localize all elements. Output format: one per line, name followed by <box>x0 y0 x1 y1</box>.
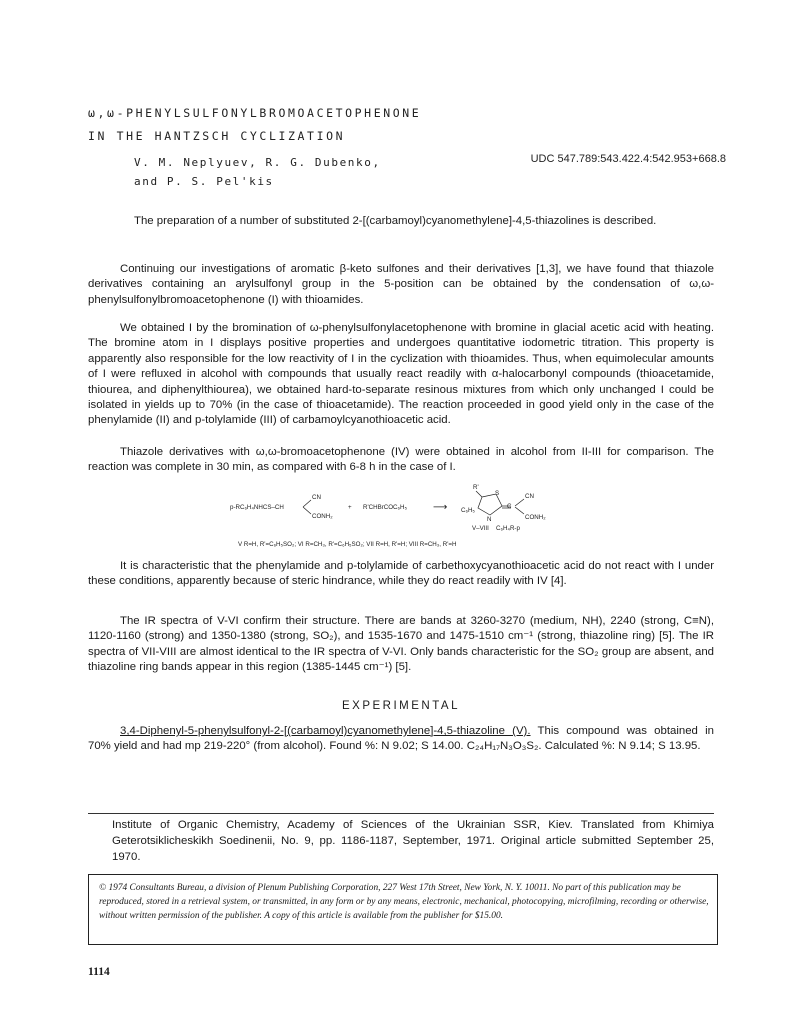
title-line-1: ω,ω-PHENYLSULFONYLBROMOACETOPHENONE <box>88 106 422 120</box>
copyright-text: © 1974 Consultants Bureau, a division of Plenum Publishing Corporation, 227 West 17th Street, New York, N. Y. 10011. No part of this publication may be reproduced, stored in a retrieval system, or transmitted, in any form or by any means, electronic, mechanical, photocopying, microfilming, recording or otherwise, without written permission of the publisher. A copy of this article is available from the publisher for $15.00. <box>99 883 709 921</box>
footnote-divider <box>88 813 714 814</box>
scheme-reactant-1-cn: CN <box>312 494 321 501</box>
scheme-plus: + <box>348 504 352 511</box>
paragraph-steric-text: It is characteristic that the phenylamide and p-tolylamide of carbethoxycyanothioacetic acid do not react with I under these conditions, apparently because of steric hindrance, while they do react readily with IV [4]. <box>88 560 714 588</box>
paragraph-bromination <box>88 321 714 429</box>
paragraph-comparison <box>88 445 714 476</box>
paragraph-experimental <box>88 724 714 755</box>
scheme-product-aryl: C₆H₄R-p <box>496 525 520 532</box>
title-line-2: IN THE HANTZSCH CYCLIZATION <box>88 129 346 143</box>
scheme-product-cn: CN <box>525 493 534 500</box>
scheme-product-r: R' <box>473 484 479 491</box>
udc-code: UDC 547.789:543.422.4:542.953+668.8 <box>530 153 726 165</box>
scheme-product-n: N <box>487 516 492 523</box>
author-list <box>134 153 494 191</box>
paragraph-comparison-text: Thiazole derivatives with ω,ω-bromoacetophenone (IV) were obtained in alcohol from II-III for comparison. The reaction was complete in 30 min, as compared with 6-8 h in the case of I. <box>88 446 714 474</box>
compound-name: 3,4-Diphenyl-5-phenylsulfonyl-2-[(carbamoyl)cyanomethylene]-4,5-thiazoline (V). <box>120 725 531 737</box>
copyright-notice <box>88 874 718 945</box>
scheme-reactant-2: R'CHBrCOC₆H₅ <box>363 504 407 511</box>
paragraph-intro <box>88 262 714 308</box>
experimental-text: This compound was obtained in 70% yield and had mp 219-220° (from alcohol). Found %: N 9.02; S 14.00. C₂₄H₁₇N₃O₃S₂. Calculated %: N 9.14; S 13.95. <box>88 725 714 753</box>
scheme-product-ph: C₆H₅ <box>461 507 475 514</box>
experimental-heading: EXPERIMENTAL <box>342 700 460 712</box>
scheme-product-s: S <box>495 490 500 497</box>
paragraph-bromination-text: We obtained I by the bromination of ω-phenylsulfonylacetophenone with bromine in glacial acetic acid with heating. The bromine atom in I displays positive properties and undergoes quantitative iodometric titration. This property is apparently also responsible for the low reactivity of I in the cyclization with thioamides. Thus, when equimolecular amounts of I were refluxed in alcohol with compounds that usually react readily with α-halocarbonyl compounds (thioacetamide, thiourea, and diphenylthiourea), we obtained hard-to-separate resinous mixtures from which only unchanged I could be isolated in yields up to 70% (in the case of thioacetamide). The reaction proceeded in good yield only in the case of the phenylamide (II) and p-tolylamide (III) of carbamoylcyanothioacetic acid. <box>88 322 714 427</box>
scheme-reactant-1-conh2: CONH₂ <box>312 513 333 520</box>
authors-line-2: and P. S. Pel'kis <box>134 175 274 188</box>
paragraph-ir-spectra <box>88 614 714 676</box>
affiliation-footnote: Institute of Organic Chemistry, Academy of Sciences of the Ukrainian SSR, Kiev. Translated from Khimiya Geterotsiklicheskikh Soedinenii, No. 9, pp. 1186-1187, September, 1971. Original article submitted September 25, 1970. <box>112 819 714 863</box>
paragraph-intro-text: Continuing our investigations of aromatic β-keto sulfones and their derivatives [1,3], we have found that thiazole derivatives containing an arylsulfonyl group in the 5-position can be obtained by the condensation of ω,ω-phenylsulfonylbromoacetophenone (I) with thioamides. <box>88 263 714 306</box>
paragraph-ir-spectra-text: The IR spectra of V-VI confirm their structure. There are bands at 3260-3270 (medium, NH), 2240 (strong, C≡N), 1120-1160 (strong) and 1350-1380 (strong, SO₂), and 1535-1670 and 1475-1510 cm⁻¹ (strong, thiazoline ring) [5]. The IR spectra of VII-VIII are almost identical to the IR spectra of V-VI. Only bands characteristic for the SO₂ group are absent, and thiazoline ring bands appear in this region (1385-1445 cm⁻¹) [5]. <box>88 615 714 674</box>
paragraph-steric <box>88 559 714 590</box>
scheme-product-conh2: CONH₂ <box>525 514 546 521</box>
reaction-scheme <box>228 480 588 554</box>
authors-line-1: V. M. Neplyuev, R. G. Dubenko, <box>134 156 381 169</box>
page-number: 1114 <box>88 966 110 978</box>
scheme-legend: V R=H, R'=C₆H₅SO₂; VI R=CH₃, R'=C₆H₅SO₂; VII R=H, R'=H; VIII R=CH₃, R'=H <box>238 541 457 548</box>
scheme-arrow: ⟶ <box>433 502 448 513</box>
scheme-product-label: V–VIII <box>472 525 489 532</box>
scheme-reactant-1: p-RC₆H₄NHCS–CH <box>230 504 284 511</box>
scheme-product-c: C <box>507 503 512 510</box>
article-title <box>88 102 688 148</box>
abstract: The preparation of a number of substituted 2-[(carbamoyl)cyanomethylene]-4,5-thiazolines is described. <box>134 215 657 227</box>
